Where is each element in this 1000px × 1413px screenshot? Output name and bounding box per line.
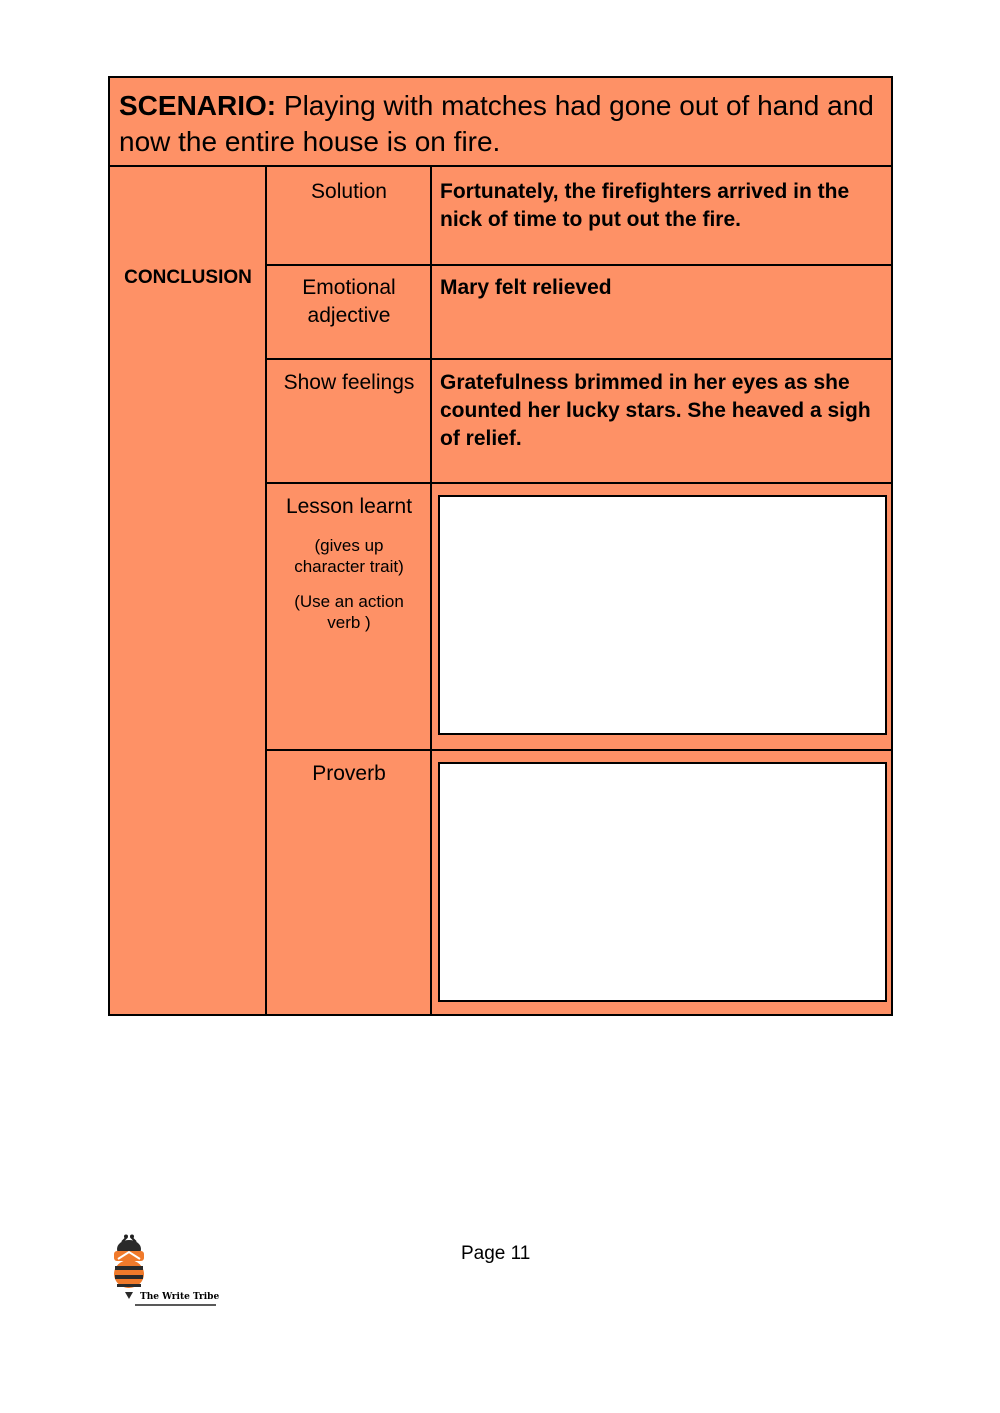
prompt-emotional-adjective: Emotional adjective <box>302 276 396 327</box>
proverb-input[interactable] <box>438 762 887 1002</box>
lesson-learnt-hint-verb: (Use an action verb ) <box>294 592 404 632</box>
row-divider <box>267 482 891 484</box>
scenario-header <box>110 78 891 167</box>
row-divider <box>267 358 891 360</box>
conclusion-label: CONCLUSION <box>124 267 252 288</box>
lesson-learnt-hint-trait: (gives up character trait) <box>294 536 404 576</box>
row-divider <box>267 264 891 266</box>
answer-solution: Fortunately, the firefighters arrived in the nick of time to put out the fire. <box>440 180 850 231</box>
scenario-text: Playing with matches had gone out of hand and now the entire house is on fire. <box>119 90 874 157</box>
answer-show-feelings: Gratefulness brimmed in her eyes as she counted her lucky stars. She heaved a sigh of relief. <box>440 371 871 450</box>
column-divider-left <box>265 167 267 1016</box>
conclusion-worksheet-table <box>108 76 893 1016</box>
prompt-proverb: Proverb <box>312 762 386 785</box>
write-tribe-logo <box>110 1234 220 1308</box>
lesson-learnt-input[interactable] <box>438 495 887 735</box>
prompt-solution: Solution <box>311 180 387 203</box>
answer-emotional-adjective: Mary felt relieved <box>440 276 612 299</box>
prompt-lesson-learnt: Lesson learnt <box>285 495 413 518</box>
scenario-label: SCENARIO: <box>119 90 277 121</box>
prompt-show-feelings: Show feelings <box>283 371 415 394</box>
logo-text: The Write Tribe <box>140 1292 220 1302</box>
page-number: Page 11 <box>461 1243 531 1264</box>
column-divider-right <box>430 167 432 1016</box>
prompt-lesson-learnt-group <box>268 493 430 633</box>
row-divider <box>267 749 891 751</box>
